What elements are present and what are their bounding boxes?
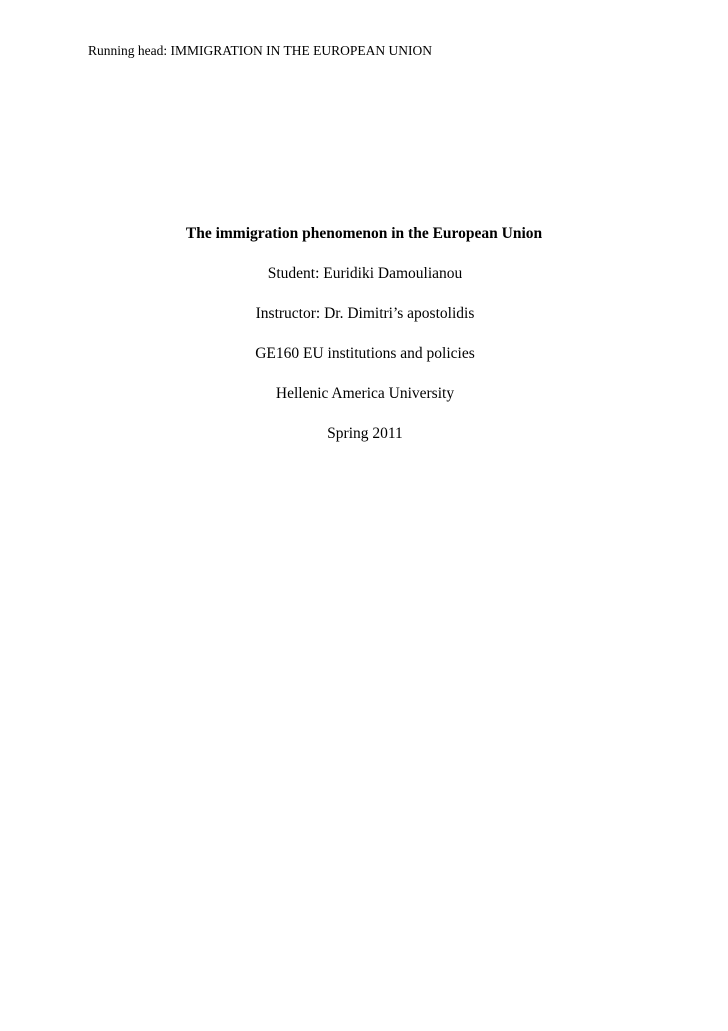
title-page-block bbox=[0, 224, 728, 443]
university-name: Hellenic America University bbox=[275, 385, 455, 402]
course-name: GE160 EU institutions and policies bbox=[255, 345, 475, 362]
document-title: The immigration phenomenon in the European Union bbox=[185, 225, 543, 242]
term: Spring 2011 bbox=[327, 425, 403, 442]
instructor-name: Instructor: Dr. Dimitri’s apostolidis bbox=[255, 305, 475, 322]
student-name: Student: Euridiki Damoulianou bbox=[267, 265, 463, 282]
running-head: Running head: IMMIGRATION IN THE EUROPEAN UNION bbox=[88, 43, 432, 58]
